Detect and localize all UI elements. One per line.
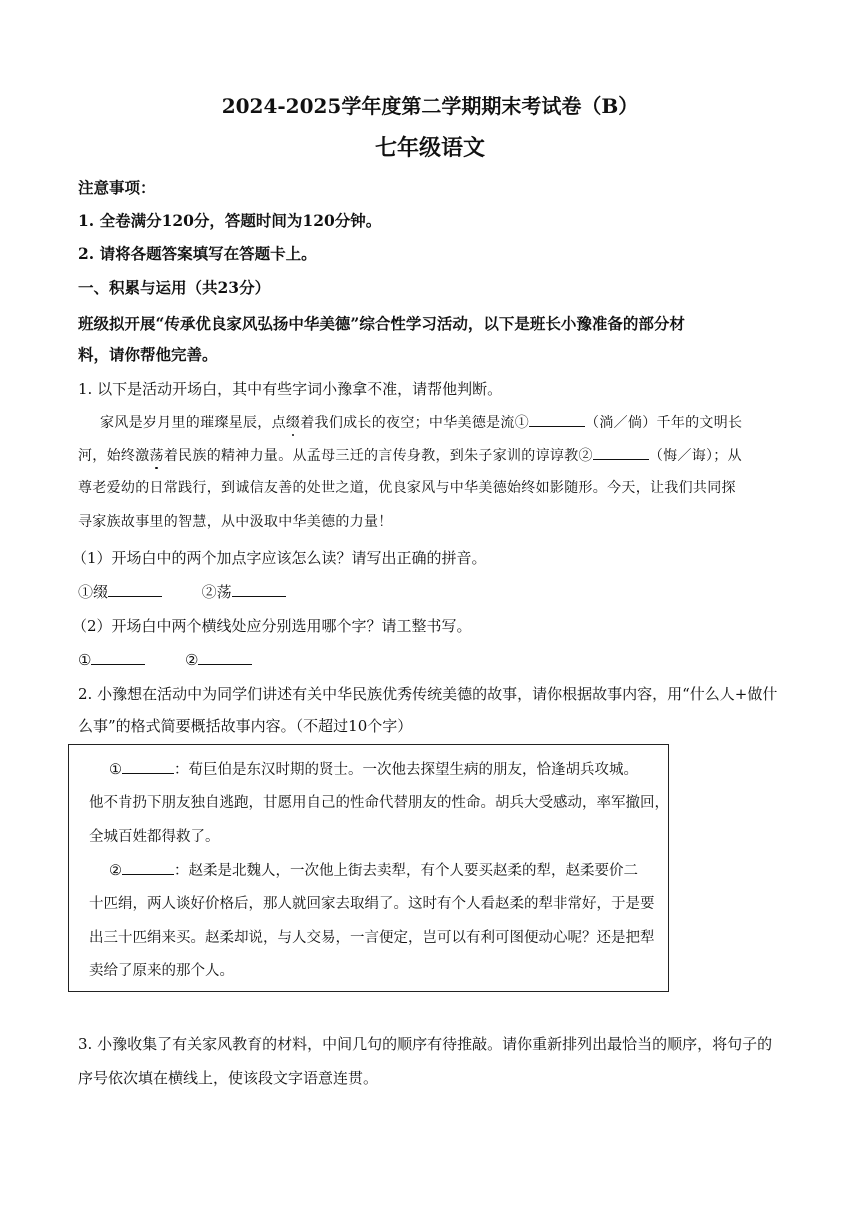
q2-story-box: [68, 744, 669, 992]
dotted-char-dang: 荡: [149, 448, 164, 464]
story-2-line-3: 出三十匹绢来买。赵柔却说，与人交易，一言便定，岂可以有利可图便动心呢？还是把犁: [89, 930, 655, 946]
pinyin-blank-1[interactable]: [108, 582, 162, 597]
q1-sub-1: （1）开场白中的两个加点字应该怎么读？请写出正确的拼音。: [72, 549, 487, 567]
story-number: ②: [109, 863, 122, 879]
section-1-intro-line-1: 班级拟开展“传承优良家风弘扬中华美德”综合性学习活动，以下是班长小豫准备的部分材: [78, 314, 685, 333]
dotted-char-zhui: 缀: [285, 415, 301, 431]
answer-label: ①缀: [78, 583, 109, 601]
passage-text: 着民族的精神力量。从孟母三迁的言传身教，到朱子家训的谆谆教②: [163, 448, 593, 464]
passage-text: 河，始终激: [78, 448, 150, 464]
answer-label: ②荡: [201, 583, 232, 601]
exam-subtitle: 七年级语文: [374, 135, 485, 161]
story-2-line-2: 十匹绢，两人谈好价格后，那人就回家去取绢了。这时有个人看赵柔的犁非常好，于是要: [89, 896, 655, 912]
passage-text: （悔／诲）；从: [648, 448, 742, 464]
section-1-heading: 一、积累与运用（共23分）: [78, 278, 271, 297]
passage-text: 着我们成长的夜空；中华美德是流①: [300, 415, 530, 431]
story-2-line-4: 卖给了原来的那个人。: [89, 963, 234, 979]
section-1-intro-line-2: 料，请你帮他完善。: [78, 345, 218, 364]
q3-stem-line-2: 序号依次填在横线上，使该段文字语意连贯。: [78, 1069, 379, 1087]
story-number: ①: [109, 762, 122, 778]
passage-text: 家风是岁月里的璀璨星辰，点: [100, 415, 286, 431]
q2-stem-line-1: 2. 小豫想在活动中为同学们讲述有关中华民族优秀传统美德的故事，请你根据故事内容，用“什么人+做什: [78, 685, 778, 703]
blank-2[interactable]: [593, 445, 649, 460]
blank-1[interactable]: [529, 412, 585, 427]
passage-text: （淌／倘）千年的文明长: [585, 415, 743, 431]
pinyin-blank-2[interactable]: [232, 582, 286, 597]
story-1-line-1: [109, 759, 684, 780]
q1-passage-line-3: 尊老爱幼的日常践行，到诚信友善的处世之道，优良家风与中华美德始终如影随形。今天，让我们共同探: [78, 480, 736, 496]
story-text: ：荀巨伯是东汉时期的贤士。一次他去探望生病的朋友，恰逢胡兵攻城。: [174, 762, 638, 778]
q1-stem: 1. 以下是活动开场白，其中有些字词小豫拿不准，请帮他判断。: [78, 380, 503, 398]
char-blank-2[interactable]: [198, 650, 252, 665]
q2-stem-line-2: 么事”的格式简要概括故事内容。（不超过10个字）: [78, 717, 413, 735]
q1-sub-2-answers: [78, 650, 788, 670]
answer-label: ②: [185, 651, 199, 669]
q1-passage-line-2: [78, 445, 788, 466]
char-blank-1[interactable]: [91, 650, 145, 665]
story-1-blank[interactable]: [122, 759, 174, 774]
story-1-line-2: 他不肯扔下朋友独自逃跑，甘愿用自己的性命代替朋友的性命。胡兵大受感动，率军撤回，: [89, 795, 669, 811]
story-2-line-1: [109, 860, 684, 881]
q1-passage-line-1: [100, 412, 790, 433]
q1-sub-1-answers: [78, 582, 788, 602]
exam-title: 2024-2025学年度第二学期期末考试卷（B）: [221, 94, 639, 118]
story-text: ：赵柔是北魏人，一次他上街去卖犁，有个人要买赵柔的犁，赵柔要价二: [174, 863, 638, 879]
answer-label: ①: [78, 651, 92, 669]
story-1-line-3: 全城百姓都得救了。: [89, 829, 220, 845]
q1-sub-2: （2）开场白中两个横线处应分别选用哪个字？请工整书写。: [72, 617, 472, 635]
q1-passage-line-4: 寻家族故事里的智慧，从中汲取中华美德的力量！: [78, 514, 393, 530]
story-2-blank[interactable]: [122, 860, 174, 875]
notes-item-1: 1. 全卷满分120分，答题时间为120分钟。: [78, 211, 382, 230]
notes-heading: 注意事项：: [78, 178, 156, 197]
q3-stem-line-1: 3. 小豫收集了有关家风教育的材料，中间几句的顺序有待推敲。请你重新排列出最恰当的顺序，将句子的: [78, 1035, 773, 1053]
notes-item-2: 2. 请将各题答案填写在答题卡上。: [78, 244, 317, 263]
